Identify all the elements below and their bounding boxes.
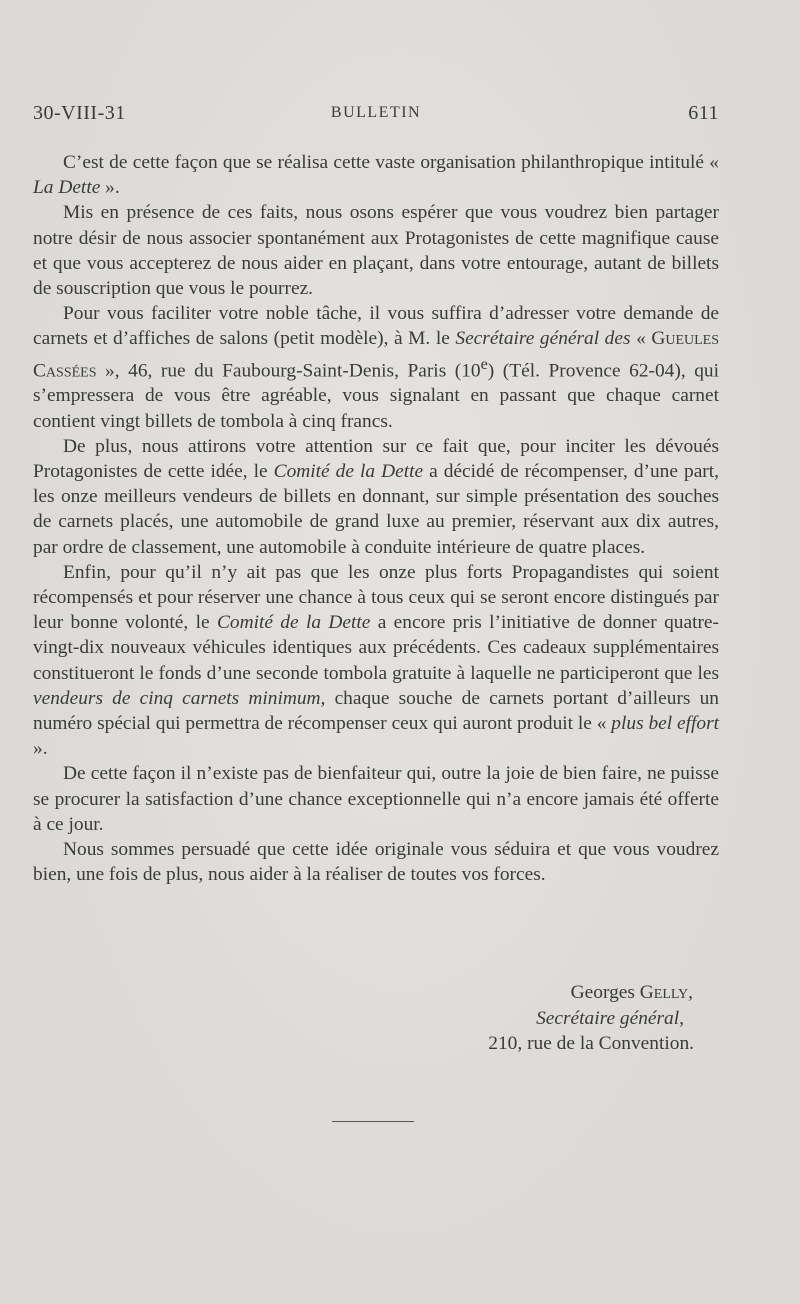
organisation-name: Gueules Cassées	[33, 328, 720, 382]
signatory-name: Georges Gelly,	[570, 982, 693, 1003]
paragraph-7: Nous sommes persuadé que cette idée originale vous séduira et que vous voudrez bien, une fois de plus, nous aider à la réaliser de toutes vos forces.	[33, 838, 719, 886]
paragraph-3: Pour vous faciliter votre noble tâche, il vous suffira d’adresser votre demande de carnets et d’affiches de salons (petit modèle), à M. le Secrétaire général des « Gueules Cassées », 46, rue du Faubourg-Saint-Denis, Paris (10e) (Tél. Provence 62-04), qui s’empressera de vous être agréable, vous signalant en passant que chaque carnet contient vingt billets de tombola à cinq francs.	[33, 303, 720, 432]
running-head	[33, 102, 719, 130]
page-number: 611	[688, 102, 719, 124]
paragraph-4: De plus, nous attirons votre attention sur ce fait que, pour inciter les dévoués Protagonistes de cette idée, le Comité de la Dette a décidé de récompenser, d’une part, les onze meilleurs vendeurs de billets en donnant, sur simple présentation des souches de carnets placés, une automobile de grand luxe au premier, réservant aux dix autres, par ordre de classement, une automobile à conduite intérieure de quatre places.	[33, 435, 719, 558]
paragraph-5: Enfin, pour qu’il n’y ait pas que les onze plus forts Propagandistes qui soient récompensés et pour réserver une chance à tous ceux qui se seront encore distingués par leur bonne volonté, le Comité de la Dette a encore pris l’initiative de donner quatre-vingt-dix nouveaux véhicules identiques aux précédents. Ces cadeaux supplémentaires constitueront le fonds d’une seconde tombola gratuite à laquelle ne participeront que les vendeurs de cinq carnets minimum, chaque souche de carnets portant d’ailleurs un numéro spécial qui permettra de récompenser ceux qui auront produit le « plus bel effort ».	[33, 561, 720, 760]
end-divider	[332, 1121, 414, 1122]
paragraph-1: C’est de cette façon que se réalisa cette vaste organisation philanthropique intitulé « La Dette ».	[33, 152, 719, 199]
signatory-address: 210, rue de la Convention.	[488, 1033, 694, 1054]
paragraph-6: De cette façon il n’existe pas de bienfaiteur qui, outre la joie de bien faire, ne puisse se procurer la satisfaction d’une chance exceptionnelle qui n’a encore jamais été offerte à ce jour.	[33, 763, 719, 835]
signature-block	[374, 980, 694, 1057]
paragraph-2: Mis en présence de ces faits, nous osons espérer que vous voudrez bien partager notre désir de nous associer spontanément aux Protagonistes de cette magnifique cause et que vous accepterez de nous aider en plaçant, dans votre entourage, autant de billets de souscription que vous le pourrez.	[33, 202, 719, 300]
header-date: 30-VIII-31	[33, 102, 126, 124]
body-text	[33, 150, 719, 887]
signatory-title: Secrétaire général,	[536, 1007, 684, 1029]
header-title: BULLETIN	[330, 104, 422, 121]
